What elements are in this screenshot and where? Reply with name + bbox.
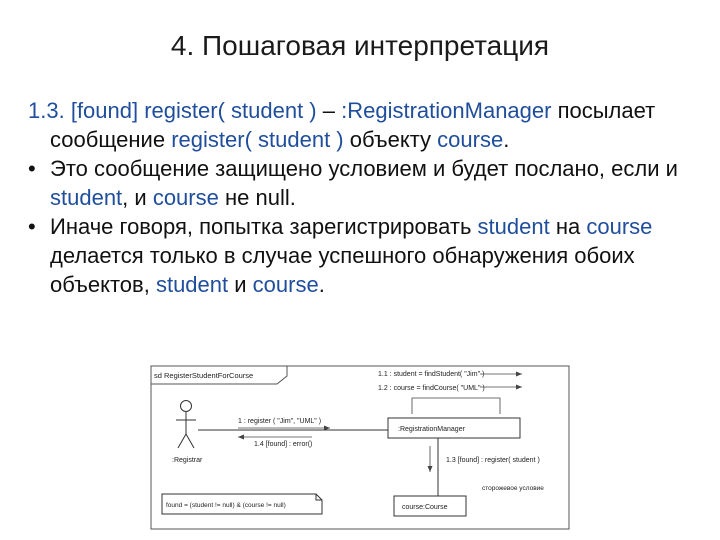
bullet-student: student [50,185,123,210]
frame-label: sd RegisterStudentForCourse [154,371,254,380]
bullet-text: не null. [224,185,296,210]
msg-return: 1.4 [found] : error() [254,441,313,448]
bullet-end: . [318,272,325,297]
bullet-guard-condition [28,154,700,212]
condition-text: found = (student != null) & (course != null) [166,502,286,509]
bullet-text: Иначе говоря, попытка зарегистрировать [50,214,472,239]
msg-register: 1 : register ( "Jim", "UML" ) [238,418,322,425]
item-message: [found] register( student ) [70,98,317,123]
msg-find-course: 1.2 : course = findCourse( "UML" ) [378,385,485,392]
bullet-course: course [586,214,653,239]
guard-note: сторожевое условие [482,485,544,492]
bullet-student: student [155,272,229,297]
bullet-text: Это сообщение защищено условием и будет послано, если и [50,156,678,181]
course-label: course:Course [402,504,448,511]
slide-body [28,96,700,299]
manager-label: :RegistrationManager [398,426,465,433]
communication-diagram [150,362,570,530]
item-dash: – [322,98,335,123]
item-sender: :RegistrationManager [341,98,552,123]
item-target: course [437,127,504,152]
bullet-text: , и [122,185,147,210]
actor-label: :Registrar [172,457,203,464]
bullet-course: course [252,272,319,297]
item-to: объекту [349,127,432,152]
item-end: . [503,127,510,152]
slide-title: 4. Пошаговая интерпретация [170,30,550,61]
bullet-marker: • [28,214,36,239]
item-1-3 [28,96,700,154]
bullet-in-other-words [28,212,700,299]
bullet-text: делается только в случае успешного обнаружения обоих объектов, [50,243,635,297]
bullet-student: student [477,214,550,239]
bullet-text: и [234,272,247,297]
bullet-course: course [152,185,219,210]
bullet-marker: • [28,156,36,181]
msg-find-student: 1.1 : student = findStudent( "Jim" ) [378,371,485,378]
msg-found: 1.3 [found] : register( student ) [446,457,540,464]
item-verb: посылает сообщение [50,98,656,152]
item-number: 1.3. [28,98,65,123]
bullet-text: на [555,214,581,239]
item-call: register( student ) [171,127,344,152]
